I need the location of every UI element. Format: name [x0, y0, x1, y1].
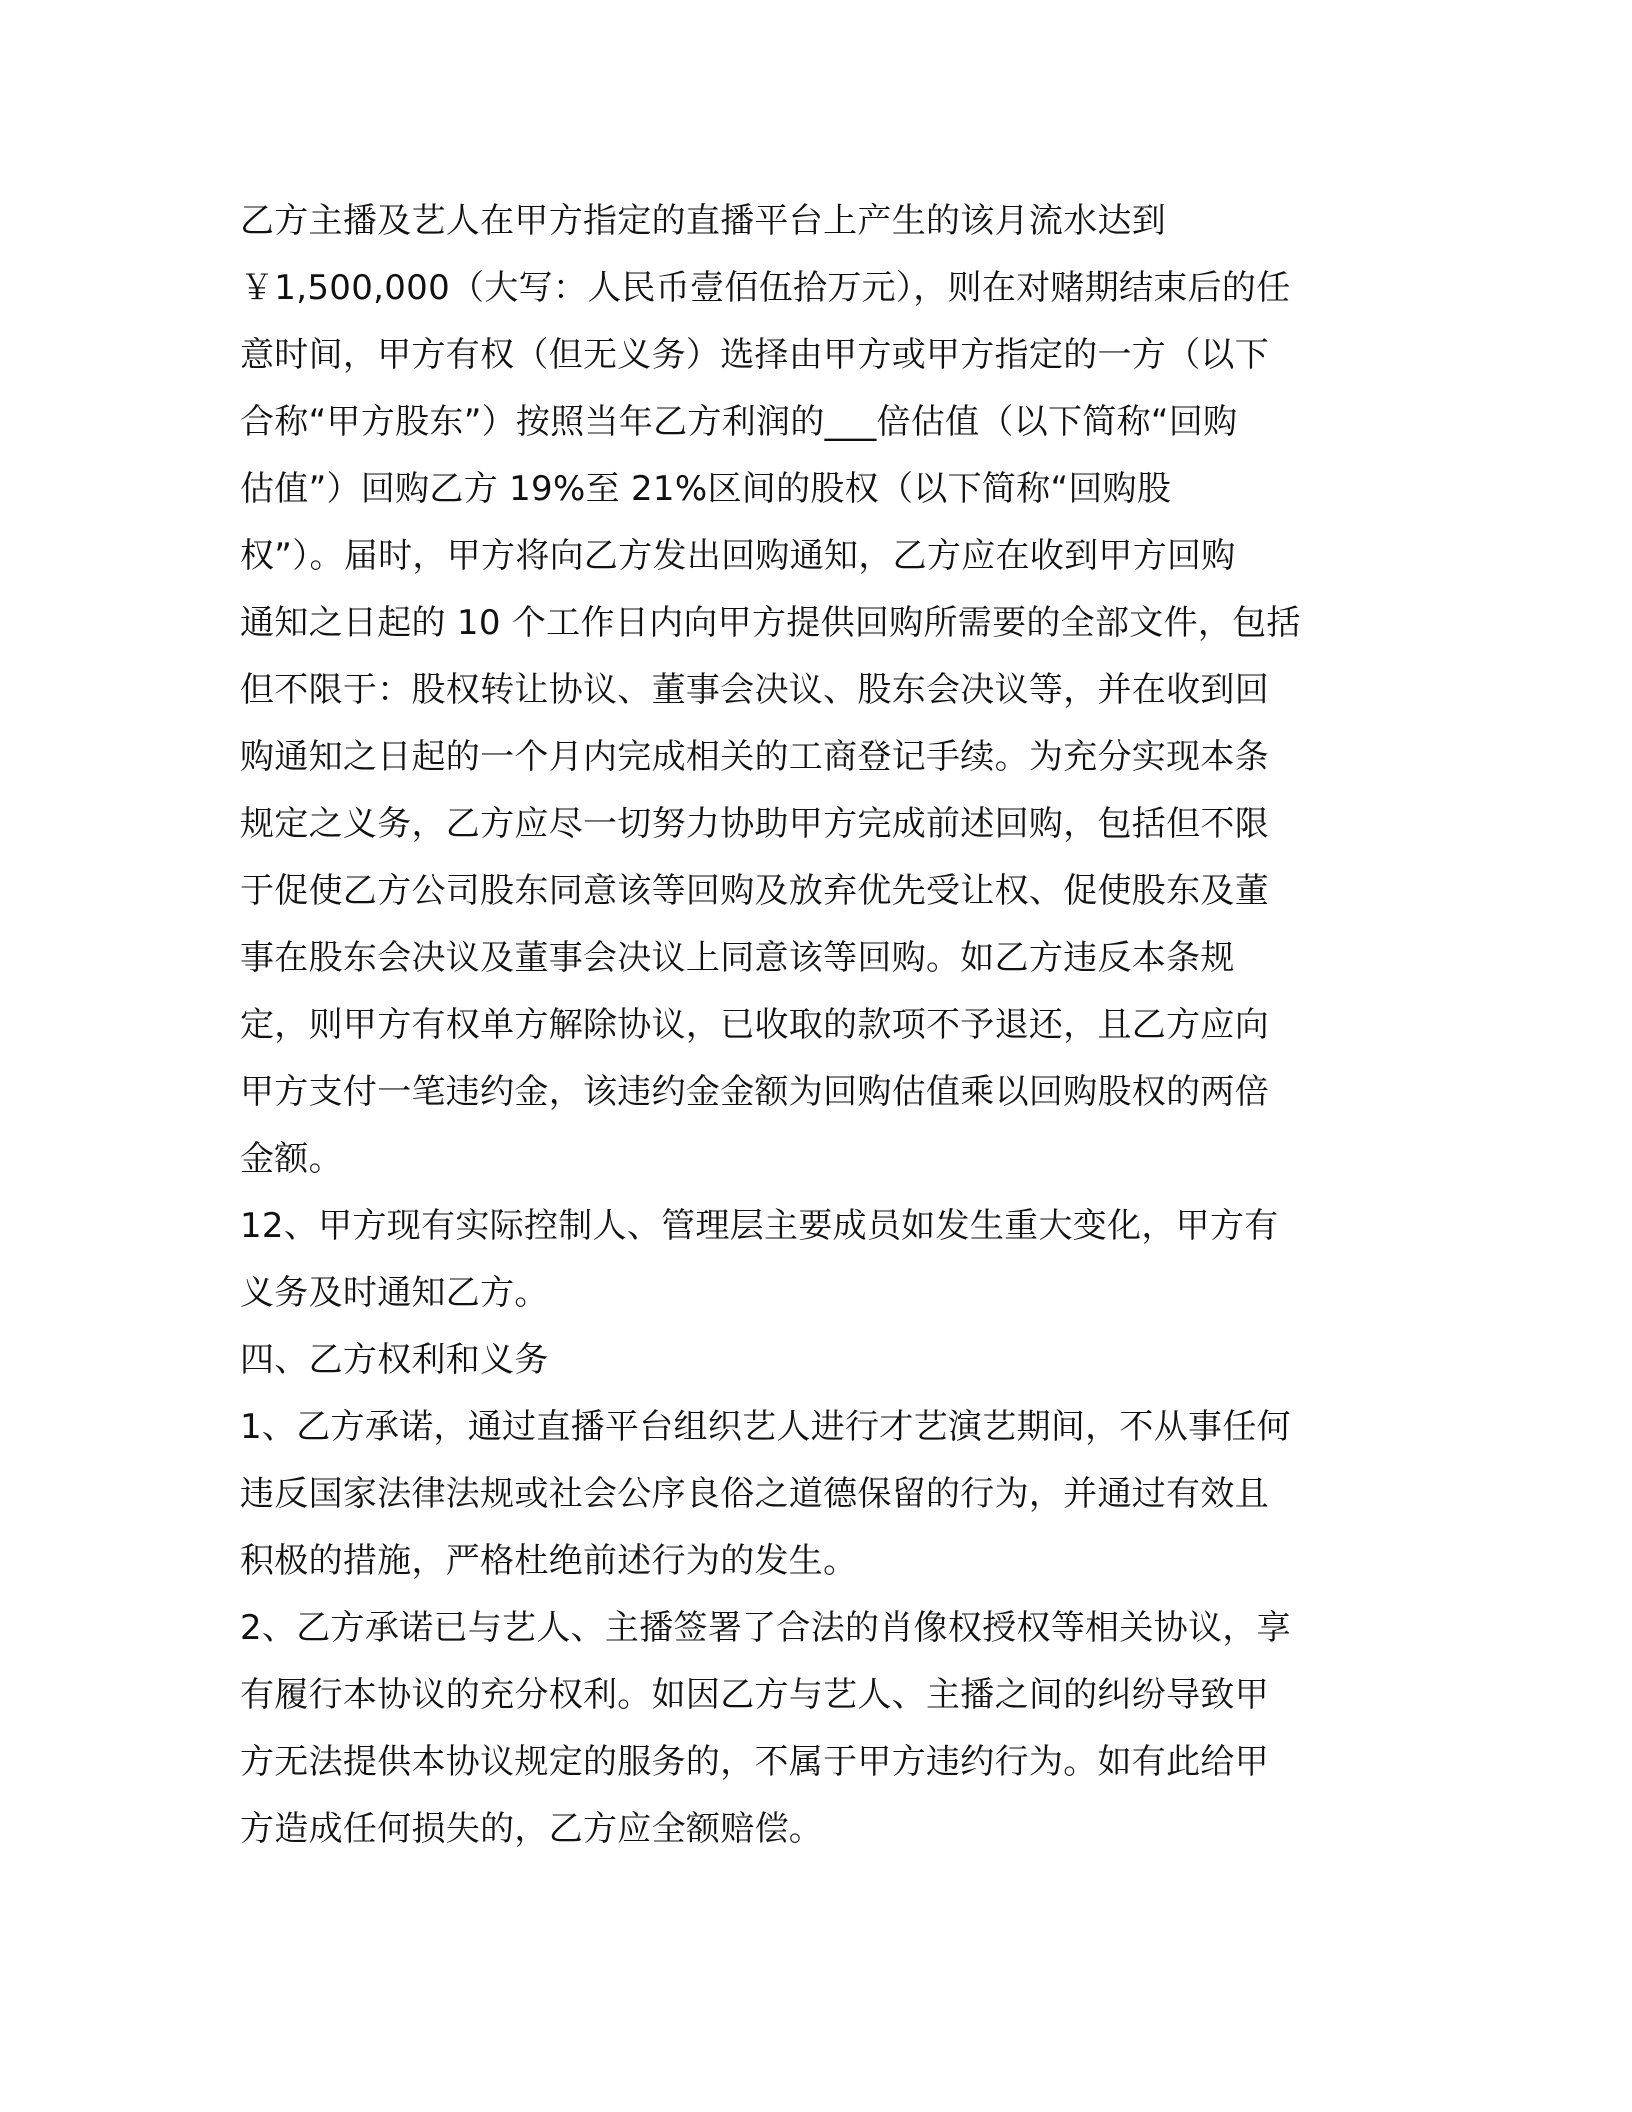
text-line: 通知之日起的 10 个工作日内向甲方提供回购所需要的全部文件，包括 [240, 603, 1301, 643]
text-line: 定，则甲方有权单方解除协议，已收取的款项不予退还，且乙方应向 [240, 1005, 1269, 1045]
section-heading: 四、乙方权利和义务 [240, 1340, 549, 1380]
text-line: 合称“甲方股东”）按照当年乙方利润的___倍估值（以下简称“回购 [240, 402, 1238, 442]
text-line: 乙方主播及艺人在甲方指定的直播平台上产生的该月流水达到 [240, 201, 1167, 241]
text-line: 金额。 [240, 1139, 343, 1179]
text-line: 2、乙方承诺已与艺人、主播签署了合法的肖像权授权等相关协议，享 [240, 1608, 1291, 1648]
text-line: 1、乙方承诺，通过直播平台组织艺人进行才艺演艺期间，不从事任何 [240, 1407, 1291, 1447]
text-line: 甲方支付一笔违约金，该违约金金额为回购估值乘以回购股权的两倍 [240, 1072, 1269, 1112]
text-line: 于促使乙方公司股东同意该等回购及放弃优先受让权、促使股东及董 [240, 871, 1269, 911]
text-line: 有履行本协议的充分权利。如因乙方与艺人、主播之间的纠纷导致甲 [240, 1675, 1269, 1715]
text-line: ￥1,500,000（大写：人民币壹佰伍拾万元），则在对赌期结束后的任 [240, 268, 1291, 308]
text-line: 方无法提供本协议规定的服务的，不属于甲方违约行为。如有此给甲 [240, 1742, 1269, 1782]
text-line: 但不限于：股权转让协议、董事会决议、股东会决议等，并在收到回 [240, 670, 1269, 710]
text-line: 12、甲方现有实际控制人、管理层主要成员如发生重大变化，甲方有 [240, 1206, 1279, 1246]
text-line: 义务及时通知乙方。 [240, 1273, 549, 1313]
text-line: 意时间，甲方有权（但无义务）选择由甲方或甲方指定的一方（以下 [240, 335, 1269, 375]
text-line: 事在股东会决议及董事会决议上同意该等回购。如乙方违反本条规 [240, 938, 1235, 978]
text-line: 规定之义务，乙方应尽一切努力协助甲方完成前述回购，包括但不限 [240, 804, 1269, 844]
text-line: 积极的措施，严格杜绝前述行为的发生。 [240, 1541, 858, 1581]
text-line: 估值”）回购乙方 19%至 21%区间的股权（以下简称“回购股 [240, 469, 1172, 509]
text-line: 违反国家法律法规或社会公序良俗之道德保留的行为，并通过有效且 [240, 1474, 1269, 1514]
text-line: 购通知之日起的一个月内完成相关的工商登记手续。为充分实现本条 [240, 737, 1269, 777]
text-line: 权”）。届时，甲方将向乙方发出回购通知，乙方应在收到甲方回购 [240, 536, 1236, 576]
contract-text-body [240, 188, 1400, 1863]
text-line: 方造成任何损失的，乙方应全额赔偿。 [240, 1809, 824, 1849]
